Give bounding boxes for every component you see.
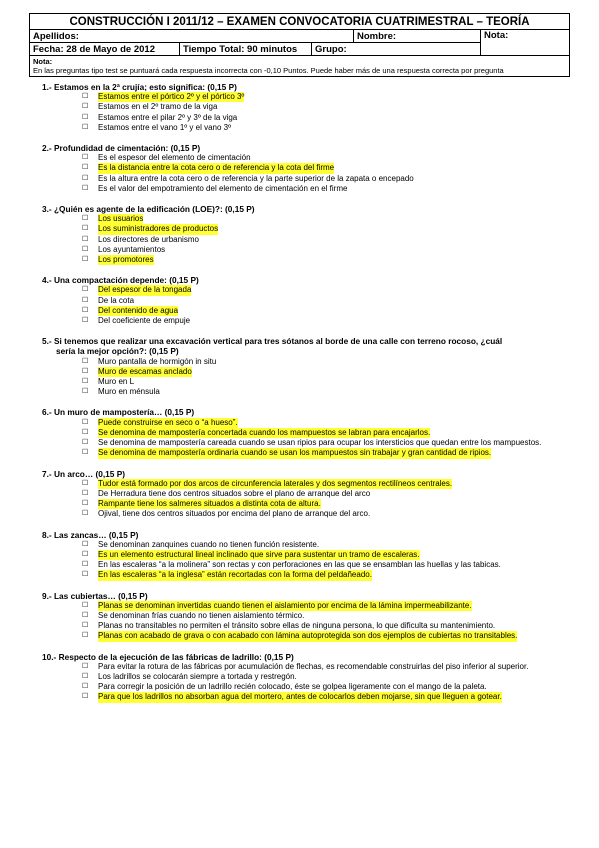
checkbox-icon[interactable]: ☐ [82, 286, 89, 294]
answer-text: Muro pantalla de hormigón in situ [98, 356, 217, 366]
answer-option[interactable] [82, 377, 582, 387]
note-cell [30, 56, 570, 77]
exam-header [29, 13, 570, 77]
answer-text-highlighted: Estamos entre el pórtico 2º y el pórtico 3º [98, 92, 245, 102]
answer-option[interactable] [82, 418, 582, 428]
question [42, 469, 582, 520]
answer-option[interactable] [82, 387, 582, 397]
checkbox-icon[interactable]: ☐ [82, 367, 89, 375]
question-title: 4.- Una compactación depende: (0,15 P) [42, 275, 199, 286]
note-title: Nota: [33, 57, 53, 66]
checkbox-icon[interactable]: ☐ [82, 449, 89, 457]
answer-option[interactable] [82, 509, 582, 519]
checkbox-icon[interactable]: ☐ [82, 561, 89, 569]
answer-text-highlighted: Los suministradores de productos [98, 224, 219, 234]
question [42, 275, 582, 326]
checkbox-icon[interactable]: ☐ [82, 439, 89, 447]
nombre-label: Nombre: [357, 30, 397, 42]
answer-text: Para corregir la posición de un ladrillo recién colocado, éste se golpea ligeramente con el mango de la paleta. [98, 682, 487, 692]
checkbox-icon[interactable]: ☐ [82, 317, 89, 325]
checkbox-icon[interactable]: ☐ [82, 225, 89, 233]
answer-text-highlighted: Para que los ladrillos no absorban agua del mortero, antes de colocarlos deben mojarse, sin que lleguen a gotear. [98, 692, 502, 702]
questions-list [42, 82, 582, 713]
answer-option[interactable] [82, 306, 582, 316]
answer-option[interactable] [82, 601, 582, 611]
checkbox-icon[interactable]: ☐ [82, 571, 89, 579]
answer-text-highlighted: Del espesor de la tongada [98, 285, 192, 295]
answer-option[interactable] [82, 631, 582, 641]
checkbox-icon[interactable]: ☐ [82, 693, 89, 701]
checkbox-icon[interactable]: ☐ [82, 113, 89, 121]
checkbox-icon[interactable]: ☐ [82, 510, 89, 518]
answer-text: Los directores de urbanismo [98, 234, 199, 244]
answer-option[interactable] [82, 560, 582, 570]
answer-option[interactable] [82, 428, 582, 438]
question-title: 9.- Las cubiertas… (0,15 P) [42, 590, 148, 601]
answer-text: Se denomina de mampostería careada cuando se usan ripios para ocupar los intersticios que quedan entre los mampuestos. [98, 438, 542, 448]
checkbox-icon[interactable]: ☐ [82, 357, 89, 365]
answer-text: Estamos entre el vano 1º y el vano 3º [98, 122, 232, 132]
checkbox-icon[interactable]: ☐ [82, 418, 89, 426]
question [42, 204, 582, 265]
answer-option[interactable] [82, 479, 582, 489]
checkbox-icon[interactable]: ☐ [82, 500, 89, 508]
answer-text: Es la altura entre la cota cero o de referencia y la parte superior de la zapata o encepado [98, 173, 414, 183]
nombre-field[interactable] [354, 30, 481, 43]
answer-option[interactable] [82, 163, 582, 173]
exam-title: CONSTRUCCIÓN I 2011/12 – EXAMEN CONVOCATORIA CUATRIMESTRAL – TEORÍA [30, 14, 570, 30]
checkbox-icon[interactable]: ☐ [82, 388, 89, 396]
checkbox-icon[interactable]: ☐ [82, 378, 89, 386]
answer-text-highlighted: Rampante tiene los salmeres situados a distinta cota de altura. [98, 499, 321, 509]
question-title: 5.- Si tenemos que realizar una excavación vertical para tres sótanos al borde de una calle con terreno rocoso, ¿cuál [42, 336, 503, 347]
answer-option[interactable] [82, 316, 582, 326]
checkbox-icon[interactable]: ☐ [82, 683, 89, 691]
answer-text: Estamos en el 2º tramo de la viga [98, 102, 218, 112]
answer-option[interactable] [82, 621, 582, 631]
checkbox-icon[interactable]: ☐ [82, 154, 89, 162]
grupo-field[interactable] [312, 43, 481, 56]
answer-option[interactable] [82, 367, 582, 377]
answer-text: Los ayuntamientos [98, 244, 166, 254]
answer-option[interactable] [82, 672, 582, 682]
answer-text: Muro en ménsula [98, 387, 160, 397]
question-title-continued: sería la mejor opción?: (0,15 P) [56, 346, 179, 357]
answer-text: Planas no transitables no permiten el tránsito sobre ellas de ninguna persona, lo que dificulta su mantenimiento. [98, 621, 496, 631]
answer-option[interactable] [82, 123, 582, 133]
answer-text-highlighted: En las escaleras “a la inglesa” están recortadas con la forma del peldañeado. [98, 570, 372, 580]
answer-text-highlighted: Tudor está formado por dos arcos de circunferencia laterales y dos segmentos rectilíneos centrales. [98, 478, 453, 488]
question [42, 407, 582, 458]
answer-option[interactable] [82, 692, 582, 702]
question [42, 530, 582, 581]
apellidos-label: Apellidos: [33, 30, 79, 42]
checkbox-icon[interactable]: ☐ [82, 540, 89, 548]
answer-text-highlighted: Planas con acabado de grava o con acabado con lámina autoprotegida son dos ejemplos de cubiertas no transitables. [98, 631, 518, 641]
answer-text-highlighted: Del contenido de agua [98, 305, 179, 315]
answer-text-highlighted: Se denomina de mampostería concertada cuando los mampuestos se labran para encajarlos. [98, 427, 431, 437]
answer-text: Se denominan zanquines cuando no tienen función resistente. [98, 539, 320, 549]
checkbox-icon[interactable]: ☐ [82, 428, 89, 436]
answer-option[interactable] [82, 611, 582, 621]
answer-text: Es el espesor del elemento de cimentación [98, 153, 251, 163]
answer-option[interactable] [82, 285, 582, 295]
checkbox-icon[interactable]: ☐ [82, 306, 89, 314]
question [42, 336, 582, 397]
answer-option[interactable] [82, 214, 582, 224]
fecha-cell: Fecha: 28 de Mayo de 2012 [30, 43, 180, 56]
question-title: 3.- ¿Quién es agente de la edificación (LOE)?: (0,15 P) [42, 204, 255, 215]
question [42, 591, 582, 642]
answer-text-highlighted: Se denomina de mampostería ordinaria cuando se usan los mampuestos sin trabajar y gran cantidad de ripios. [98, 448, 492, 458]
answer-option[interactable] [82, 102, 582, 112]
answer-option[interactable] [82, 296, 582, 306]
question [42, 652, 582, 703]
tiempo-cell: Tiempo Total: 90 minutos [180, 43, 312, 56]
checkbox-icon[interactable]: ☐ [82, 123, 89, 131]
answer-option[interactable] [82, 570, 582, 580]
answer-text: Del coeficiente de empuje [98, 316, 191, 326]
answer-text-highlighted: Los usuarios [98, 214, 144, 224]
question-title: 8.- Las zancas… (0,15 P) [42, 529, 139, 540]
answer-option[interactable] [82, 113, 582, 123]
answer-option[interactable] [82, 540, 582, 550]
checkbox-icon[interactable]: ☐ [82, 184, 89, 192]
question [42, 82, 582, 133]
answer-option[interactable] [82, 662, 582, 672]
checkbox-icon[interactable]: ☐ [82, 489, 89, 497]
checkbox-icon[interactable]: ☐ [82, 622, 89, 630]
checkbox-icon[interactable]: ☐ [82, 601, 89, 609]
answer-text: De la cota [98, 295, 135, 305]
answer-text: Es el valor del empotramiento del elemento de cimentación en el firme [98, 183, 348, 193]
checkbox-icon[interactable]: ☐ [82, 550, 89, 558]
question-title: 2.- Profundidad de cimentación: (0,15 P) [42, 143, 201, 154]
question-title: 7.- Un arco… (0,15 P) [42, 468, 125, 479]
checkbox-icon[interactable]: ☐ [82, 479, 89, 487]
answer-option[interactable] [82, 184, 582, 194]
answer-text: En las escaleras “a la molinera” son rectas y con perforaciones en las que se ensamblan las huellas y las tabicas. [98, 560, 501, 570]
checkbox-icon[interactable]: ☐ [82, 245, 89, 253]
note-text: En las preguntas tipo test se puntuará cada respuesta incorrecta con -0,10 Puntos. Puede haber más de una respuesta correcta por pregunta [33, 66, 504, 75]
answer-option[interactable] [82, 438, 582, 448]
answer-option[interactable] [82, 448, 582, 458]
answer-text-highlighted: Puede construirse en seco o “a hueso”. [98, 417, 238, 427]
question-title: 10.- Respecto de la ejecución de las fábricas de ladrillo: (0,15 P) [42, 651, 294, 662]
answer-text-highlighted: Planas se denominan invertidas cuando tienen el aislamiento por encima de la lámina impermeabilizante. [98, 600, 472, 610]
checkbox-icon[interactable]: ☐ [82, 662, 89, 670]
checkbox-icon[interactable]: ☐ [82, 103, 89, 111]
answer-text: De Herradura tiene dos centros situados sobre el plano de arranque del arco [98, 488, 371, 498]
nota-field[interactable] [481, 30, 570, 56]
question-title: 1.- Estamos en la 2ª crujía; esto significa: (0,15 P) [42, 82, 237, 92]
nota-label: Nota: [484, 30, 509, 41]
checkbox-icon[interactable]: ☐ [82, 93, 89, 101]
grupo-label: Grupo: [315, 43, 347, 55]
answer-option[interactable] [82, 224, 582, 234]
answer-option[interactable] [82, 550, 582, 560]
answer-text-highlighted: Muro de escamas anclado [98, 366, 192, 376]
checkbox-icon[interactable]: ☐ [82, 611, 89, 619]
answer-option[interactable] [82, 153, 582, 163]
answer-option[interactable] [82, 92, 582, 102]
checkbox-icon[interactable]: ☐ [82, 296, 89, 304]
answer-option[interactable] [82, 357, 582, 367]
answer-option[interactable] [82, 235, 582, 245]
question [42, 143, 582, 194]
answer-text: Estamos entre el pilar 2º y 3º de la viga [98, 112, 238, 122]
header-table [29, 13, 570, 77]
answer-option[interactable] [82, 499, 582, 509]
answer-text: Ojival, tiene dos centros situados por encima del plano de arranque del arco. [98, 509, 371, 519]
answer-text-highlighted: Es un elemento estructural lineal inclinado que sirve para sustentar un tramo de escaleras. [98, 549, 420, 559]
checkbox-icon[interactable]: ☐ [82, 164, 89, 172]
answer-text: Los ladrillos se colocarán siempre a tortada y restregón. [98, 671, 297, 681]
answer-option[interactable] [82, 489, 582, 499]
answer-text: Se denominan frías cuando no tienen aislamiento térmico. [98, 610, 305, 620]
checkbox-icon[interactable]: ☐ [82, 672, 89, 680]
checkbox-icon[interactable]: ☐ [82, 235, 89, 243]
answer-option[interactable] [82, 245, 582, 255]
question-title: 6.- Un muro de mampostería… (0,15 P) [42, 407, 195, 418]
answer-option[interactable] [82, 255, 582, 265]
answer-text: Para evitar la rotura de las fábricas por acumulación de flechas, es recomendable construirlas del piso inferior al superior. [98, 661, 529, 671]
answer-option[interactable] [82, 682, 582, 692]
checkbox-icon[interactable]: ☐ [82, 632, 89, 640]
checkbox-icon[interactable]: ☐ [82, 174, 89, 182]
answer-text-highlighted: Es la distancia entre la cota cero o de referencia y la cota del firme [98, 163, 335, 173]
apellidos-field[interactable] [30, 30, 354, 43]
answer-option[interactable] [82, 174, 582, 184]
answer-text-highlighted: Los promotores [98, 255, 154, 265]
answer-text: Muro en L [98, 377, 135, 387]
checkbox-icon[interactable]: ☐ [82, 256, 89, 264]
checkbox-icon[interactable]: ☐ [82, 215, 89, 223]
